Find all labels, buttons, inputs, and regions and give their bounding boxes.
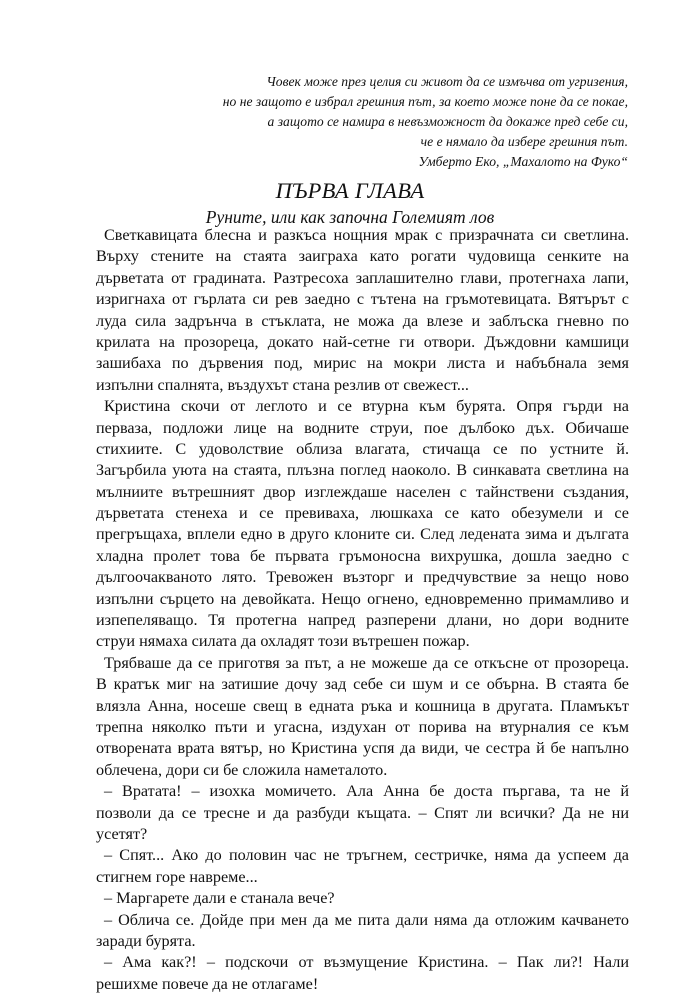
epigraph-attribution: Умберто Еко, „Махалото на Фуко“ [418, 154, 628, 169]
epigraph-line: а защото се намира в невъзможност да докаже пред себе си, [267, 114, 628, 129]
body-line: усетят? [96, 824, 148, 843]
body-line: струи нямаха силата да охладят този вътрешен пожар. [96, 632, 470, 651]
body-line: Върху стените на стаята заиграха като рогати чудовища сенките на [96, 247, 629, 266]
epigraph-line: но не защото е избрал грешния път, за което може поне да се покае, [222, 94, 628, 109]
body-line: Кристина скочи от леглото и се втурна към бурята. Опря гърди на [104, 397, 629, 416]
chapter-subtitle: Руните, или как започна Големият лов [205, 207, 495, 227]
body-line: облечена, дори си бе сложила наметалото. [96, 760, 388, 779]
body-line: мълниите вътрешният двор изглеждаше населен с тайнствени създания, [96, 482, 629, 501]
body-line: стихиите. С удоволствие облиза влагата, стичаща се по устните й. [96, 439, 629, 458]
body-line: перваза, подложи лице на водните струи, пое дълбоко дъх. Обичаше [96, 418, 629, 437]
body-line: стигнем горе навреме... [96, 867, 258, 886]
body-line: Загърбила уюта на стаята, плъзна поглед наоколо. В синкавата светлина на [96, 461, 629, 480]
body-line: луда сила задрънча в стъклата, не можа да влезе и заблъска гневно по [96, 311, 629, 330]
body-line: Трябваше да се приготвя за път, а не можеше да се откъсне от прозореца. [104, 653, 629, 672]
body-line: отворената врата вятър, но Кристина успя да види, че сестра й бе напълно [96, 739, 629, 758]
body-line: влязла Анна, носеше свещ в едната ръка и кошница в другата. Пламъкът [96, 696, 629, 715]
body-line: изпълни спалнята, въздухът стана резлив от свежест... [96, 375, 469, 394]
body-line: крилата на прозореца, докато най-сетне ги отвори. Дъждовни камшици [96, 332, 629, 351]
body-line: дърветата от градината. Разтресоха заплашително глави, протегнаха лапи, [96, 268, 629, 287]
body-line: изпълни сърцето на девойката. Нещо огнено, едновременно примамливо и [96, 589, 629, 608]
body-line: дърветата стенеха и се превиваха, люшкаха се като обезумели и се [96, 504, 629, 523]
body-line: В кратък миг на затишие дочу зад себе си шум и се обърна. В стаята бе [96, 675, 629, 694]
body-line: трепна няколко пъти и угасна, издухан от порива на втурналия се към [96, 717, 629, 736]
body-line: заради бурята. [96, 931, 196, 950]
body-line: изригнаха от гърлата си рев заедно с тътена на гръмотевицата. Вятърът с [96, 290, 629, 309]
body-text [96, 225, 629, 995]
body-line: – Ама как?! – подскочи от възмущение Кристина. – Пак ли?! Нали [104, 953, 629, 972]
body-line: хладна пролет това бе първата гръмоносна вихрушка, дошла заедно с [96, 546, 629, 565]
body-line: дългоочакваното лято. Тревожен възторг и предчувствие за нещо ново [96, 568, 629, 587]
chapter-title: ПЪРВА ГЛАВА [275, 178, 425, 203]
epigraph-line: Човек може през целия си живот да се измъчва от угризения, [266, 74, 628, 89]
body-line: прегръщаха, вплели едно в друго клоните си. След ледената зима и дългата [96, 525, 629, 544]
body-line: – Маргарете дали е станала вече? [104, 889, 335, 908]
body-line: – Облича се. Дойде при мен да ме пита дали няма да отложим качването [104, 910, 629, 929]
body-line: – Спят... Ако до половин час не тръгнем, сестричке, няма да успеем да [104, 846, 629, 865]
epigraph [150, 72, 628, 172]
body-line: решихме повече да не отлагаме! [96, 974, 319, 993]
body-line: позволи да се тресне и да разбуди къщата. – Спят ли всички? Да не ни [96, 803, 629, 822]
body-line: Светкавицата блесна и разкъса нощния мрак с призрачната си светлина. [104, 226, 629, 244]
body-line: изпепеляващо. Тя протегна напред разперени длани, но дори водните [96, 611, 629, 630]
body-line: – Вратата! – изохка момичето. Ала Анна бе доста пъргава, та не й [104, 782, 629, 801]
body-line: зашибаха по дървения под, мирис на мокри листа и набъбнала земя [96, 354, 629, 373]
epigraph-line: че е нямало да избере грешния път. [420, 134, 628, 149]
